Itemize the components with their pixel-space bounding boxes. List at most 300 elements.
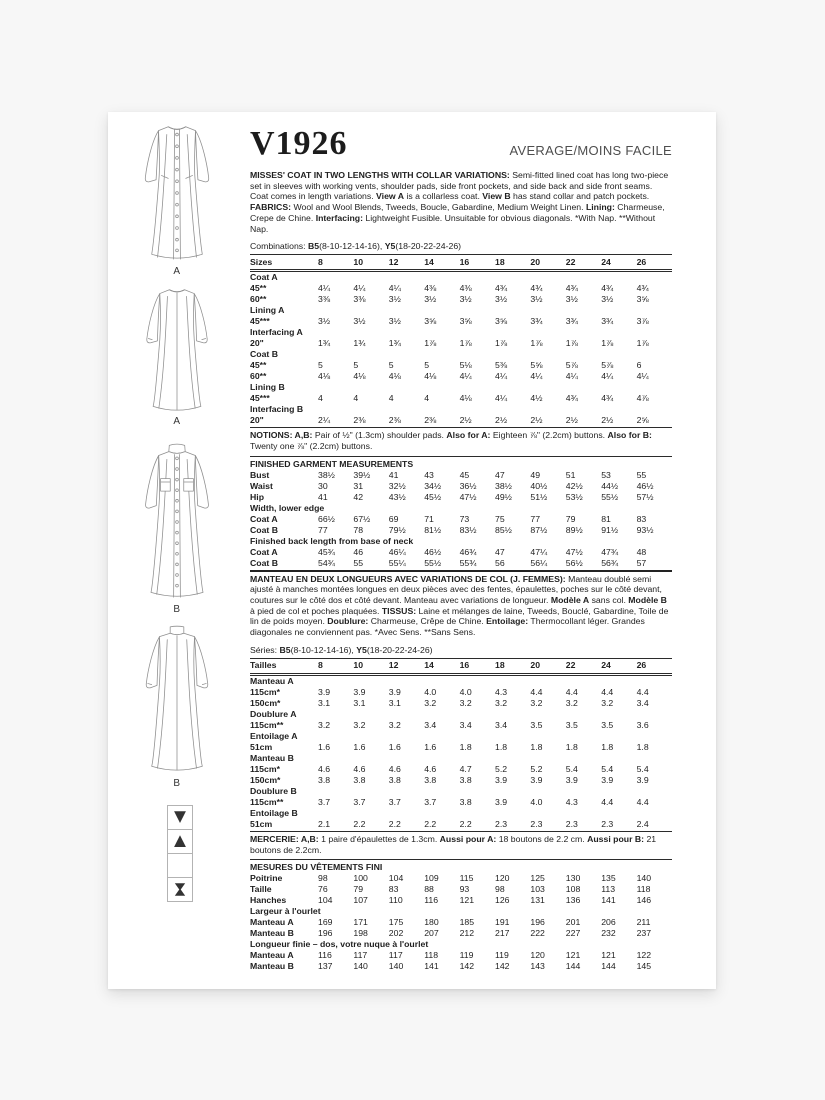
table-cell: 3.9 — [353, 686, 366, 697]
divider — [250, 570, 672, 572]
row-label: Hanches — [250, 895, 287, 906]
table-cell: 4¼ — [495, 393, 508, 404]
table-cell: 1⅞ — [495, 338, 508, 349]
table-cell: 5.4 — [601, 763, 614, 774]
table-cell: 3½ — [318, 316, 331, 327]
table-cell: 47½ — [565, 546, 583, 557]
table-cell: 3.2 — [353, 719, 366, 730]
table-cell: 4¾ — [636, 283, 649, 294]
row-label: 60** — [250, 371, 267, 382]
table-cell: 4¼ — [495, 371, 508, 382]
table-cell: 232 — [601, 928, 616, 939]
fgm-title: FINISHED GARMENT MEASUREMENTS — [250, 458, 414, 469]
table-cell: 1.8 — [530, 741, 543, 752]
table-cell: 32½ — [388, 480, 406, 491]
row-label: Manteau A — [250, 950, 294, 961]
table-cell: 2.3 — [495, 818, 508, 829]
table-cell: 4.4 — [565, 686, 578, 697]
table-cell: 4.3 — [565, 796, 578, 807]
table-cell: 1.8 — [459, 741, 472, 752]
table-cell: 46½ — [424, 546, 442, 557]
section-label: Interfacing B — [250, 404, 304, 415]
table-cell: 3½ — [530, 294, 543, 305]
table-cell: 38½ — [495, 480, 512, 491]
section-label: Lining A — [250, 305, 285, 316]
row-label: Sizes — [250, 256, 273, 267]
table-cell: 141 — [424, 961, 439, 972]
table-cell: 26 — [636, 256, 647, 267]
table-row — [250, 895, 672, 906]
table-cell: 41 — [318, 491, 328, 502]
table-cell: 4¾ — [495, 283, 508, 294]
table-cell: 130 — [565, 873, 581, 884]
table-cell: 47 — [495, 469, 505, 480]
section-row — [250, 731, 672, 742]
table-cell: 1¾ — [318, 338, 331, 349]
table-cell: 3½ — [495, 294, 508, 305]
table-cell: 3.2 — [601, 697, 614, 708]
table-cell: 20 — [530, 256, 541, 267]
table-cell: 1¾ — [388, 338, 401, 349]
table-cell: 8 — [318, 660, 323, 671]
table-cell: 3.9 — [495, 774, 508, 785]
table-cell: 201 — [565, 917, 581, 928]
table-row — [250, 481, 672, 492]
table-row — [250, 393, 672, 404]
table-cell: 55½ — [424, 557, 442, 568]
section-label: Doublure B — [250, 785, 297, 796]
figure-type-cell-empty — [167, 853, 193, 878]
divider — [250, 859, 672, 860]
table-cell: 3.4 — [495, 719, 508, 730]
table-cell: 5.2 — [495, 763, 508, 774]
table-cell: 93 — [459, 884, 470, 895]
table-cell: 79 — [565, 513, 576, 524]
table-cell: 120 — [495, 873, 510, 884]
table-cell: 4 — [353, 393, 359, 404]
table-cell: 3.8 — [353, 774, 366, 785]
notions-text: NOTIONS: A,B: Pair of ½" (1.3cm) shoulder pads. Also for A: Eighteen ⅞" (2.2cm) buttons. Also for B: Twenty one ⅞" (2.2cm) buttons. — [250, 430, 652, 451]
table-cell: 16 — [459, 256, 470, 267]
table-cell: 1⅞ — [636, 338, 649, 349]
row-label: Coat B — [250, 557, 278, 568]
table-cell: 198 — [353, 928, 368, 939]
table-cell: 4⅛ — [424, 371, 437, 382]
table-cell: 144 — [601, 961, 616, 972]
table-cell: 2.3 — [565, 818, 578, 829]
table-row — [250, 294, 672, 305]
view-label: B — [173, 778, 181, 789]
row-label: 45** — [250, 360, 267, 371]
section-label: Width, lower edge — [250, 502, 325, 513]
table-cell: 110 — [388, 895, 403, 906]
table-cell: 5⅞ — [565, 360, 578, 371]
table-cell: 45¾ — [318, 546, 335, 557]
table-cell: 143 — [530, 961, 545, 972]
table-cell: 3.7 — [318, 796, 331, 807]
table-cell: 75 — [495, 513, 505, 524]
table-cell: 4 — [424, 393, 430, 404]
table-cell: 3⅜ — [318, 294, 331, 305]
table-cell: 10 — [353, 256, 364, 267]
table-cell: 4¾ — [565, 393, 578, 404]
table-cell: 4.0 — [424, 686, 437, 697]
row-label: 60** — [250, 294, 267, 305]
row-label: 20" — [250, 338, 264, 349]
table-cell: 12 — [388, 256, 399, 267]
table-cell: 12 — [388, 660, 399, 671]
table-cell: 4.4 — [636, 686, 649, 697]
table-cell: 18 — [495, 660, 505, 671]
table-cell: 5⅞ — [601, 360, 614, 371]
table-cell: 47 — [495, 546, 505, 557]
table-cell: 24 — [601, 660, 611, 671]
table-cell: 4.4 — [636, 796, 649, 807]
table-cell: 140 — [388, 961, 404, 972]
section-label: Coat A — [250, 272, 278, 283]
table-cell: 2½ — [601, 415, 614, 426]
table-cell: 3.1 — [353, 697, 366, 708]
table-row — [250, 316, 672, 327]
row-label: Manteau A — [250, 917, 294, 928]
table-cell: 126 — [495, 895, 510, 906]
table-cell: 4 — [388, 393, 394, 404]
table-cell: 2½ — [530, 415, 543, 426]
table-cell: 98 — [318, 873, 328, 884]
table-cell: 145 — [636, 961, 652, 972]
row-label: Waist — [250, 480, 273, 491]
table-cell: 4¾ — [530, 283, 543, 294]
table-row — [250, 928, 672, 939]
table-cell: 118 — [636, 884, 651, 895]
table-cell: 36½ — [459, 480, 477, 491]
table-cell: 4.7 — [459, 763, 472, 774]
table-cell: 4¼ — [601, 371, 614, 382]
table-cell: 141 — [601, 895, 616, 906]
table-cell: 4.6 — [318, 763, 331, 774]
table-row — [250, 283, 672, 294]
table-cell: 185 — [459, 917, 475, 928]
table-cell: 4¾ — [601, 393, 614, 404]
table-cell: 53½ — [565, 491, 583, 502]
table-cell: 2.2 — [353, 818, 366, 829]
mesures-table — [250, 873, 672, 972]
table-cell: 14 — [424, 256, 434, 267]
figure-type-cell — [167, 877, 193, 902]
section-row — [250, 906, 672, 917]
table-cell: 4.4 — [601, 686, 614, 697]
table-cell: 38½ — [318, 469, 335, 480]
row-label: Taille — [250, 884, 272, 895]
table-cell: 2¼ — [318, 415, 331, 426]
row-label: 115cm* — [250, 763, 280, 774]
table-row — [250, 873, 672, 884]
section-label: Interfacing A — [250, 327, 303, 338]
table-cell: 3.9 — [318, 686, 331, 697]
table-cell: 3.2 — [495, 697, 508, 708]
table-cell: 98 — [495, 884, 505, 895]
table-cell: 191 — [495, 917, 510, 928]
table-cell: 222 — [530, 928, 545, 939]
table-cell: 26 — [636, 660, 647, 671]
table-row — [250, 720, 672, 731]
table-cell: 48 — [636, 546, 647, 557]
header-row — [250, 126, 672, 162]
table-cell: 2½ — [495, 415, 508, 426]
fgm-table — [250, 470, 672, 569]
table-cell: 3.5 — [565, 719, 578, 730]
table-cell: 207 — [424, 928, 439, 939]
table-cell: 57½ — [636, 491, 654, 502]
table-cell: 88 — [424, 884, 434, 895]
row-label: 45** — [250, 283, 267, 294]
view-label: B — [173, 604, 181, 615]
table-cell: 56½ — [565, 557, 583, 568]
mercerie-text: MERCERIE: A,B: 1 paire d'épaulettes de 1.3cm. Aussi pour A: 18 boutons de 2.2 cm. Aussi pour B: 21 boutons de 2.2cm. — [250, 833, 657, 855]
table-cell: 40½ — [530, 480, 548, 491]
coat-a-front-drawing — [135, 118, 219, 264]
table-cell: 117 — [388, 950, 403, 961]
table-cell: 56¼ — [530, 557, 548, 568]
section-row — [250, 305, 672, 316]
table-row — [250, 470, 672, 481]
coat-a-back-figure — [118, 284, 236, 427]
table-cell: 2⅜ — [424, 415, 437, 426]
table-cell: 3.4 — [459, 719, 472, 730]
table-cell: 1.6 — [353, 741, 366, 752]
section-row — [250, 503, 672, 514]
table-cell: 3.1 — [318, 697, 331, 708]
table-cell: 4¾ — [601, 283, 614, 294]
section-label: Finished back length from base of neck — [250, 535, 414, 546]
table-cell: 43½ — [388, 491, 406, 502]
table-cell: 71 — [424, 513, 434, 524]
table-cell: 3¾ — [601, 316, 614, 327]
table-cell: 1⅞ — [459, 338, 472, 349]
table-cell: 79½ — [388, 524, 406, 535]
table-row — [250, 797, 672, 808]
table-cell: 20 — [530, 660, 541, 671]
table-cell: 42 — [353, 491, 364, 502]
table-cell: 3.7 — [388, 796, 401, 807]
section-row — [250, 939, 672, 950]
row-label: Manteau B — [250, 928, 294, 939]
table-cell: 206 — [601, 917, 616, 928]
table-cell: 116 — [424, 895, 439, 906]
table-cell: 24 — [601, 256, 611, 267]
table-cell: 3.7 — [353, 796, 366, 807]
table-cell: 3.9 — [388, 686, 401, 697]
section-row — [250, 404, 672, 415]
table-cell: 3.8 — [459, 774, 472, 785]
section-label: Manteau B — [250, 752, 294, 763]
table-cell: 3.2 — [530, 697, 543, 708]
table-cell: 4.6 — [353, 763, 366, 774]
table-cell: 4.6 — [424, 763, 437, 774]
table-cell: 47¼ — [530, 546, 548, 557]
table-cell: 119 — [459, 950, 474, 961]
section-row — [250, 676, 672, 687]
table-cell: 136 — [565, 895, 581, 906]
table-row — [250, 742, 672, 753]
table-cell: 45½ — [424, 491, 442, 502]
table-cell: 22 — [565, 660, 576, 671]
section-label: Entoilage B — [250, 807, 298, 818]
row-label: 115cm** — [250, 796, 284, 807]
table-cell: 47¾ — [601, 546, 619, 557]
table-cell: 1.6 — [318, 741, 331, 752]
coat-b-front-figure — [118, 442, 236, 615]
table-cell: 83 — [388, 884, 399, 895]
table-cell: 1.6 — [424, 741, 437, 752]
table-cell: 3.2 — [318, 719, 331, 730]
table-cell: 3½ — [565, 294, 578, 305]
divider — [250, 456, 672, 457]
table-row — [250, 360, 672, 371]
table-cell: 4¼ — [318, 283, 331, 294]
section-row — [250, 786, 672, 797]
table-row — [250, 950, 672, 961]
table-header-row — [250, 658, 672, 676]
table-cell: 5⅛ — [459, 360, 472, 371]
table-cell: 4⅜ — [424, 283, 437, 294]
table-cell: 18 — [495, 256, 505, 267]
table-cell: 121 — [601, 950, 616, 961]
table-cell: 1.8 — [636, 741, 649, 752]
table-cell: 142 — [459, 961, 475, 972]
figure-type-cell — [167, 805, 193, 830]
coat-b-front-drawing — [135, 442, 219, 602]
table-cell: 76 — [318, 884, 328, 895]
table-cell: 3⅝ — [636, 294, 649, 305]
table-cell: 121 — [565, 950, 581, 961]
mesures-title: MESURES DU VÊTEMENTS FINI — [250, 862, 383, 873]
table-cell: 3.7 — [424, 796, 437, 807]
table-cell: 73 — [459, 513, 470, 524]
table-cell: 212 — [459, 928, 475, 939]
table-cell: 4¼ — [459, 371, 472, 382]
row-label: 115cm** — [250, 719, 284, 730]
table-cell: 3½ — [459, 294, 472, 305]
section-label: Entoilage A — [250, 730, 298, 741]
row-label: 150cm* — [250, 697, 281, 708]
table-cell: 4⅜ — [459, 283, 472, 294]
table-cell: 78 — [353, 524, 364, 535]
table-cell: 217 — [495, 928, 510, 939]
table-cell: 1.8 — [565, 741, 578, 752]
table-cell: 46 — [353, 546, 364, 557]
section-row — [250, 753, 672, 764]
line-art-column — [118, 112, 236, 989]
table-cell: 5⅝ — [530, 360, 543, 371]
section-row — [250, 709, 672, 720]
table-cell: 42½ — [565, 480, 583, 491]
table-cell: 67½ — [353, 513, 371, 524]
table-cell: 4⅞ — [636, 393, 649, 404]
table-cell: 3½ — [424, 294, 437, 305]
section-row — [250, 349, 672, 360]
table-cell: 1.8 — [601, 741, 614, 752]
table-row — [250, 764, 672, 775]
pattern-envelope-card — [108, 112, 716, 989]
table-cell: 46½ — [636, 480, 654, 491]
table-cell: 4.0 — [530, 796, 543, 807]
table-cell: 3⅝ — [459, 316, 472, 327]
table-header-row — [250, 254, 672, 272]
table-cell: 116 — [318, 950, 332, 961]
table-cell: 49 — [530, 469, 541, 480]
row-label: 115cm* — [250, 686, 280, 697]
table-cell: 3.9 — [601, 774, 614, 785]
section-label: Longueur finie – dos, votre nuque à l'ourlet — [250, 939, 429, 950]
table-cell: 121 — [459, 895, 475, 906]
sizes-table — [250, 254, 672, 426]
table-cell: 4.3 — [495, 686, 508, 697]
row-label: 45*** — [250, 393, 270, 404]
table-cell: 3.9 — [495, 796, 508, 807]
row-label: Hip — [250, 491, 264, 502]
figure-type-cell — [167, 829, 193, 854]
table-cell: 81 — [601, 513, 611, 524]
table-cell: 3.8 — [424, 774, 437, 785]
table-cell: 69 — [388, 513, 399, 524]
row-label: Coat A — [250, 546, 278, 557]
table-cell: 55¾ — [459, 557, 477, 568]
table-cell: 1.8 — [495, 741, 508, 752]
table-cell: 57 — [636, 557, 647, 568]
table-cell: 4⅛ — [353, 371, 366, 382]
table-cell: 3.6 — [636, 719, 649, 730]
table-cell: 5.4 — [636, 763, 649, 774]
table-cell: 83½ — [459, 524, 477, 535]
table-cell: 30 — [318, 480, 328, 491]
table-cell: 4¼ — [353, 283, 366, 294]
table-cell: 44½ — [601, 480, 619, 491]
table-cell: 6 — [636, 360, 642, 371]
table-cell: 2.2 — [424, 818, 437, 829]
table-cell: 109 — [424, 873, 439, 884]
row-label: 45*** — [250, 316, 270, 327]
table-cell: 14 — [424, 660, 434, 671]
table-cell: 3.5 — [530, 719, 543, 730]
row-label: 51cm — [250, 741, 273, 752]
row-label: 150cm* — [250, 774, 281, 785]
table-cell: 3.4 — [424, 719, 437, 730]
table-cell: 41 — [388, 469, 399, 480]
table-cell: 3½ — [388, 294, 401, 305]
table-cell: 108 — [565, 884, 581, 895]
table-cell: 4¼ — [565, 371, 578, 382]
table-cell: 77 — [530, 513, 541, 524]
table-cell: 3⅜ — [353, 294, 366, 305]
table-cell: 175 — [388, 917, 404, 928]
table-row — [250, 884, 672, 895]
table-cell: 91½ — [601, 524, 619, 535]
table-cell: 196 — [530, 917, 545, 928]
section-row — [250, 327, 672, 338]
table-cell: 196 — [318, 928, 333, 939]
table-cell: 46¼ — [388, 546, 406, 557]
table-cell: 2½ — [459, 415, 472, 426]
table-cell: 46¾ — [459, 546, 477, 557]
table-cell: 2.2 — [459, 818, 472, 829]
table-cell: 5.2 — [530, 763, 543, 774]
table-cell: 3.2 — [459, 697, 472, 708]
table-row — [250, 525, 672, 536]
triangle-down-icon — [171, 809, 189, 826]
table-cell: 211 — [636, 917, 651, 928]
table-cell: 22 — [565, 256, 576, 267]
